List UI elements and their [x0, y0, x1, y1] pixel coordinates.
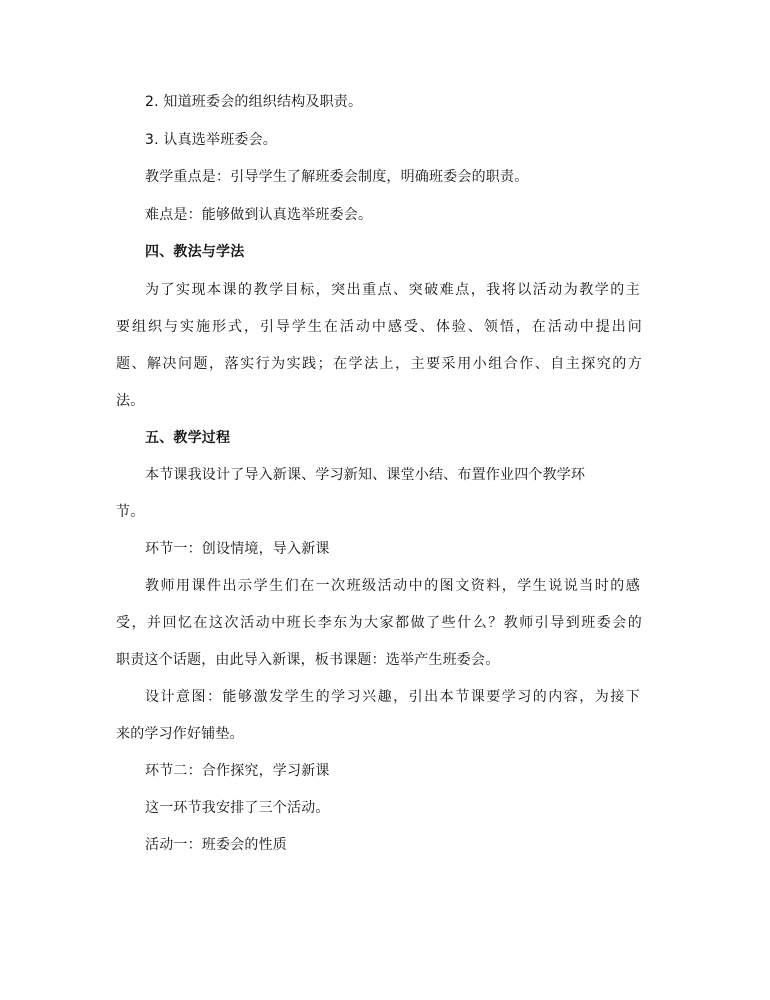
paragraph-line: 难点是：能够做到认真选举班委会。	[145, 207, 373, 223]
step-heading: 环节二：合作探究，学习新课	[145, 763, 330, 779]
paragraph-line: 本节课我设计了导入新课、学习新知、课堂小结、布置作业四个教学环	[145, 467, 586, 483]
step-heading: 环节一：创设情境，导入新课	[145, 541, 330, 557]
paragraph-line: 受，并回忆在这次活动中班长李东为大家都做了些什么？教师引导到班委会的	[116, 615, 642, 631]
paragraph-line: 节。	[116, 504, 145, 520]
paragraph-line: 教师用课件出示学生们在一次班级活动中的图文资料，学生说说当时的感	[145, 578, 640, 594]
paragraph-line: 为了实现本课的教学目标，突出重点、突破难点，我将以活动为教学的主	[145, 282, 640, 298]
paragraph-line: 要组织与实施形式，引导学生在活动中感受、体验、领悟，在活动中提出问	[116, 319, 642, 335]
section-heading: 四、教法与学法	[145, 244, 245, 260]
list-item: 3. 认真选举班委会。	[145, 132, 278, 148]
activity-heading: 活动一：班委会的性质	[145, 837, 287, 853]
paragraph-line: 法。	[116, 393, 145, 409]
paragraph-line: 题、解决问题，落实行为实践；在学法上，主要采用小组合作、自主探究的方	[116, 356, 642, 372]
paragraph-line: 这一环节我安排了三个活动。	[145, 800, 330, 816]
paragraph-line: 教学重点是：引导学生了解班委会制度，明确班委会的职责。	[145, 169, 529, 185]
paragraph-line: 来的学习作好铺垫。	[116, 726, 244, 742]
paragraph-line: 设计意图：能够激发学生的学习兴趣，引出本节课要学习的内容，为接下	[145, 689, 640, 705]
section-heading: 五、教学过程	[145, 430, 231, 446]
list-item: 2. 知道班委会的组织结构及职责。	[145, 94, 363, 110]
paragraph-line: 职责这个话题，由此导入新课，板书课题：选举产生班委会。	[116, 652, 500, 668]
